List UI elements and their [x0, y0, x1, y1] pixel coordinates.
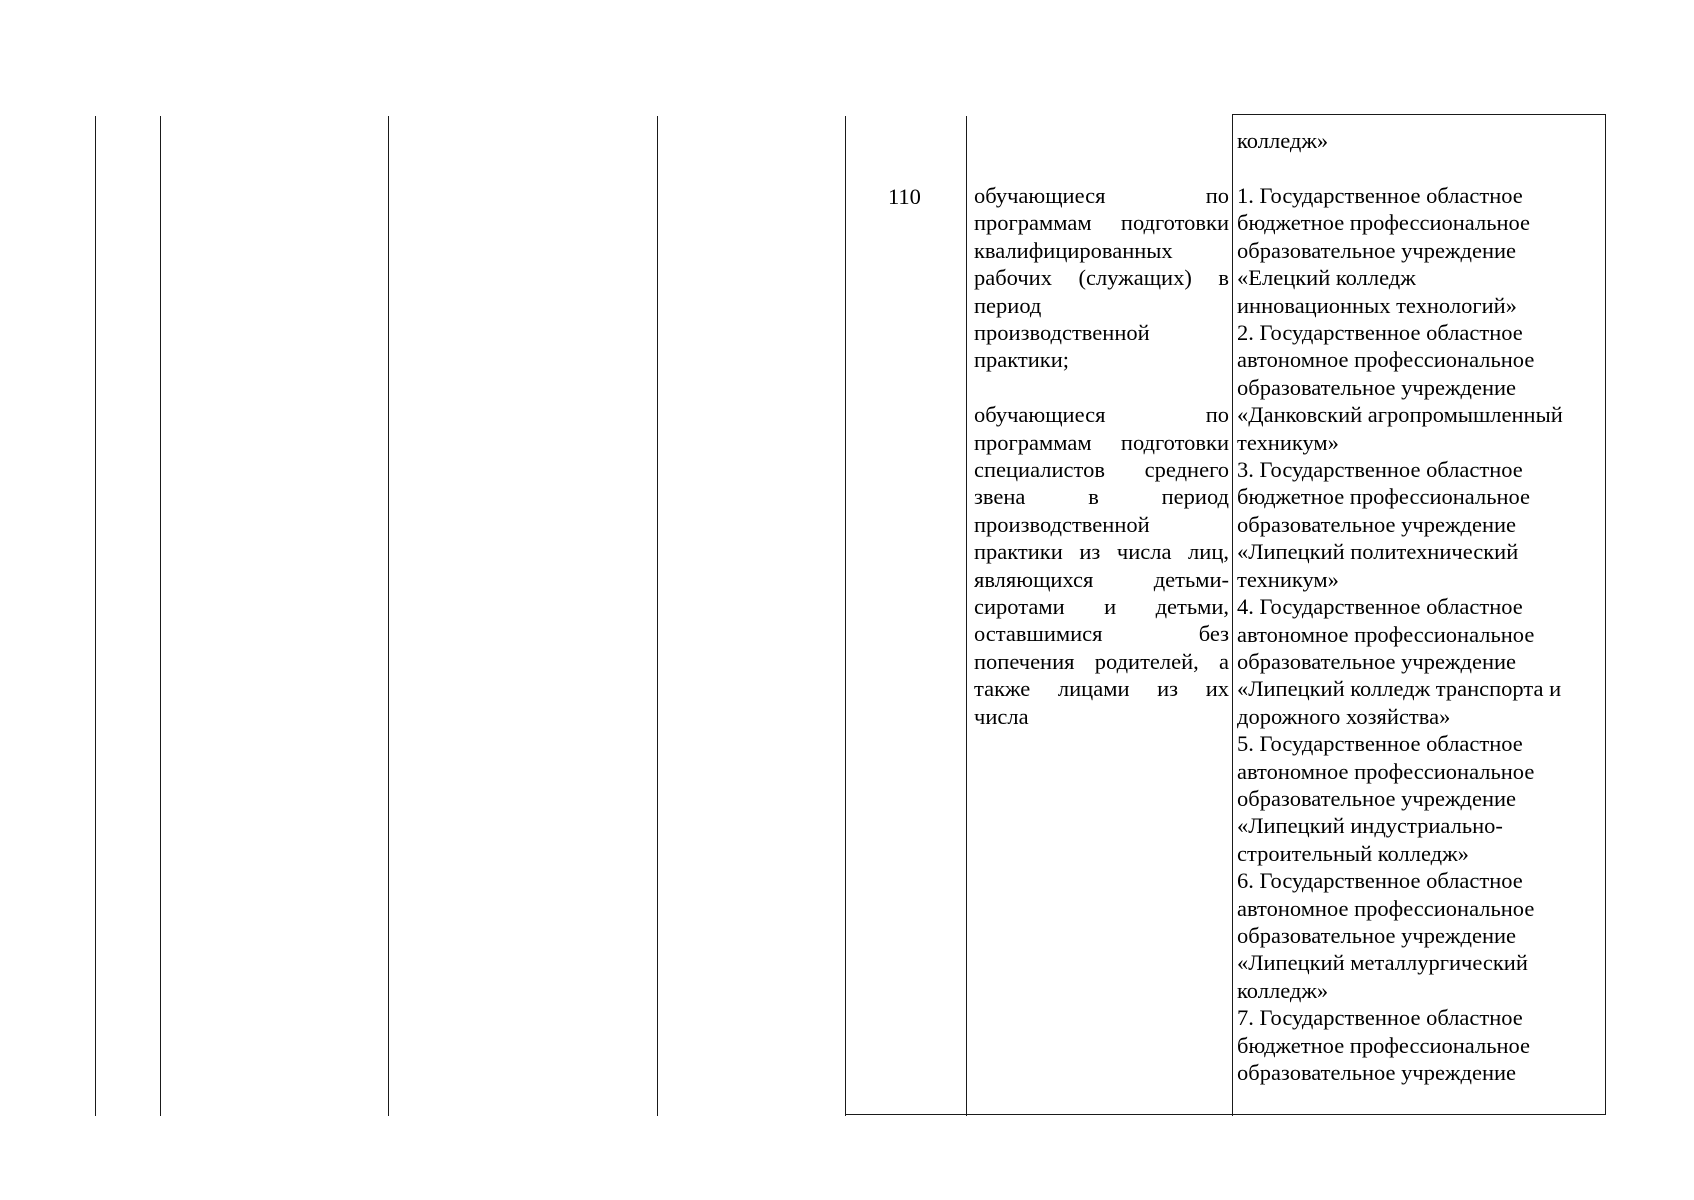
institution-line: «Липецкий колледж транспорта и — [1237, 676, 1562, 702]
institution-line: «Елецкий колледж — [1237, 265, 1416, 291]
category-line: являющихся детьми- — [974, 566, 1229, 592]
category-line: программам подготовки — [974, 429, 1229, 455]
category-paragraph-1 — [974, 182, 1229, 374]
continued-institution-text: колледж» — [1237, 128, 1329, 153]
table-border-left-2 — [160, 116, 161, 1116]
table-top-border — [1232, 114, 1606, 115]
category-line: оставшимися без — [974, 621, 1229, 647]
category-line: период — [974, 292, 1042, 318]
table-column-divider-1 — [388, 116, 389, 1116]
category-line: рабочих (служащих) в — [974, 265, 1229, 291]
category-paragraph-2 — [974, 401, 1229, 730]
institution-line: образовательное учреждение — [1237, 922, 1517, 948]
table-column-divider-2 — [657, 116, 658, 1116]
institution-line: 2. Государственное областное — [1237, 320, 1523, 346]
category-line: обучающиеся по — [974, 402, 1229, 428]
institution-line: автономное профессиональное — [1237, 758, 1535, 784]
category-line: практики из числа лиц, — [974, 539, 1229, 565]
institution-line: «Данковский агропромышленный — [1237, 402, 1563, 428]
institution-line: 5. Государственное областное — [1237, 731, 1523, 757]
institution-line: «Липецкий индустриально- — [1237, 813, 1503, 839]
institution-line: автономное профессиональное — [1237, 895, 1535, 921]
institution-line: строительный колледж» — [1237, 840, 1469, 866]
institution-line: 6. Государственное областное — [1237, 868, 1523, 894]
institutions-cell — [1237, 182, 1607, 1086]
institution-line: техникум» — [1237, 429, 1339, 455]
institution-line: автономное профессиональное — [1237, 621, 1535, 647]
category-line: практики; — [974, 347, 1070, 373]
category-line: обучающиеся по — [974, 183, 1229, 208]
category-line: программам подготовки — [974, 210, 1229, 236]
institution-line: инновационных технологий» — [1237, 292, 1517, 318]
table-column-divider-5 — [1232, 114, 1233, 1116]
institution-line: 3. Государственное областное — [1237, 457, 1523, 483]
institution-line: техникум» — [1237, 566, 1339, 592]
category-line: производственной — [974, 320, 1150, 346]
category-line: звена в период — [974, 484, 1229, 510]
institution-line: образовательное учреждение — [1237, 648, 1517, 674]
institution-line: «Липецкий металлургический — [1237, 950, 1528, 976]
institution-line: автономное профессиональное — [1237, 347, 1535, 373]
category-line: сиротами и детьми, — [974, 594, 1229, 620]
category-line: квалифицированных — [974, 237, 1173, 263]
institution-line: образовательное учреждение — [1237, 237, 1517, 263]
institution-line: образовательное учреждение — [1237, 374, 1517, 400]
table-column-divider-3 — [845, 116, 846, 1116]
institution-line: «Липецкий политехнический — [1237, 539, 1519, 565]
category-line: производственной — [974, 511, 1150, 537]
institution-line: бюджетное профессиональное — [1237, 484, 1531, 510]
institution-line: 4. Государственное областное — [1237, 594, 1523, 620]
institution-line: бюджетное профессиональное — [1237, 1032, 1531, 1058]
category-cell — [974, 182, 1229, 730]
institution-line: 7. Государственное областное — [1237, 1005, 1523, 1031]
institution-line: образовательное учреждение — [1237, 785, 1517, 811]
category-line: специалистов среднего — [974, 457, 1229, 483]
institution-line: дорожного хозяйства» — [1237, 703, 1451, 729]
category-line: также лицами из их — [974, 676, 1229, 702]
table-border-left-1 — [95, 116, 96, 1116]
institution-line: образовательное учреждение — [1237, 511, 1517, 537]
category-line: числа — [974, 703, 1029, 729]
row-number: 110 — [888, 184, 921, 209]
institution-line: бюджетное профессиональное — [1237, 210, 1531, 236]
category-line: попечения родителей, а — [974, 648, 1229, 674]
institution-line: 1. Государственное областное — [1237, 183, 1523, 208]
table-column-divider-4 — [966, 116, 967, 1116]
institution-line: образовательное учреждение — [1237, 1060, 1517, 1085]
institution-line: колледж» — [1237, 977, 1329, 1003]
table-bottom-border — [845, 1114, 1606, 1115]
